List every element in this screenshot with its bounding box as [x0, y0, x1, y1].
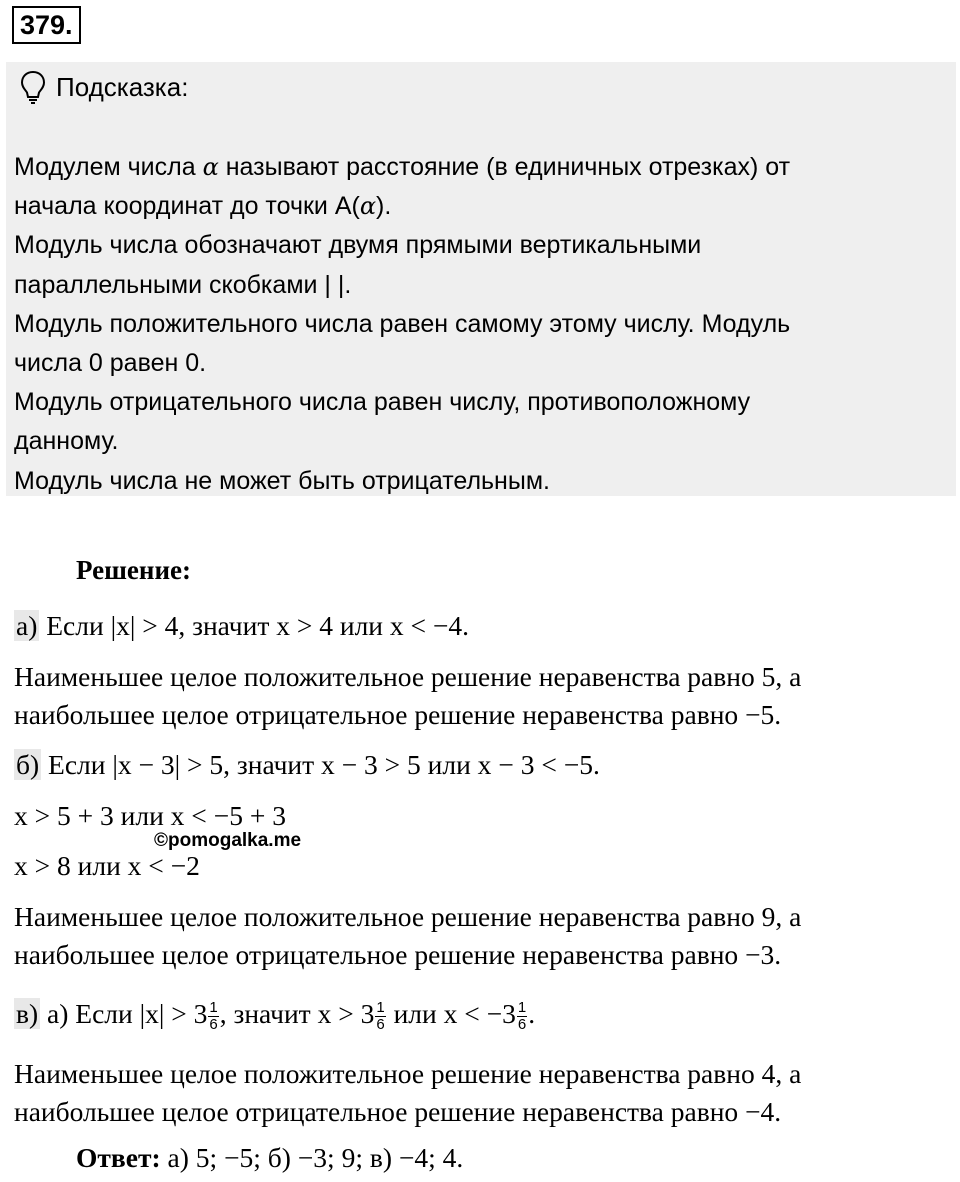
hint-line-2a: начала координат до точки A(: [14, 192, 360, 221]
answer-label: Ответ:: [76, 1142, 161, 1173]
hint-line-5: Модуль положительного числа равен самому этому числу. Модуль: [14, 309, 791, 338]
solution-b-result-1: Наименьшее целое положительное решение неравенства равно 9, а: [14, 901, 802, 932]
hint-header: [20, 70, 188, 104]
hint-line-9: Модуль числа не может быть отрицательным.: [14, 466, 550, 495]
answer-text: а) 5; −5; б) −3; 9; в) −4; 4.: [160, 1142, 464, 1173]
hint-line-4: параллельными скобками | |.: [14, 270, 352, 299]
hint-title: Подсказка:: [56, 71, 189, 102]
solution-b-step-1: x > 5 + 3 или x < −5 + 3: [14, 800, 286, 831]
solution-b-step-2: x > 8 или x < −2: [14, 850, 200, 881]
hint-line-1b: называют расстояние (в единичных отрезках) от: [218, 153, 791, 181]
lightbulb-icon: [20, 70, 46, 104]
fraction-denominator: 6: [376, 1016, 385, 1034]
part-c-mark: в): [16, 998, 39, 1029]
fraction-numerator: 1: [376, 999, 385, 1017]
part-c-text-2: , значит x > 3: [219, 998, 375, 1029]
fraction-numerator: 1: [209, 999, 218, 1017]
fraction: [517, 1000, 527, 1033]
hint-line-1a: Модулем числа: [14, 153, 203, 181]
solution-b-result-2: наибольшее целое отрицательное решение неравенства равно −3.: [14, 939, 782, 970]
solution-a-result-2: наибольшее целое отрицательное решение неравенства равно −5.: [14, 699, 782, 730]
task-number: 379.: [12, 6, 81, 44]
fraction-denominator: 6: [517, 1016, 527, 1034]
hint-line-2b: ).: [376, 192, 392, 221]
answer-line: [76, 1142, 463, 1174]
solution-c-statement: [14, 995, 535, 1033]
solution-c-result-2: наибольшее целое отрицательное решение неравенства равно −4.: [14, 1096, 782, 1127]
part-a-mark: а): [16, 610, 38, 641]
solution-b-statement: [14, 746, 600, 784]
part-b-mark: б): [16, 749, 40, 780]
fraction: [375, 1000, 385, 1033]
fraction: [208, 1000, 218, 1033]
alpha-symbol: α: [202, 153, 219, 181]
alpha-symbol: α: [359, 192, 377, 221]
part-c-text-1: а) Если |x| > 3: [40, 998, 208, 1029]
solution-a-result-1: Наименьшее целое положительное решение неравенства равно 5, а: [14, 661, 802, 692]
part-c-text-4: .: [528, 998, 536, 1029]
hint-line-6: числа 0 равен 0.: [14, 349, 207, 378]
solution-title: Решение:: [76, 555, 191, 585]
solution-a-statement: [14, 607, 469, 645]
part-c-text-3: или x < −3: [386, 998, 516, 1029]
hint-line-3: Модуль числа обозначают двумя прямыми вертикальными: [14, 231, 702, 260]
fraction-denominator: 6: [209, 1016, 218, 1034]
solution-c-result-1: Наименьшее целое положительное решение неравенства равно 4, а: [14, 1058, 802, 1089]
part-a-text: Если |x| > 4, значит x > 4 или x < −4.: [39, 610, 470, 641]
hint-line-8: данному.: [14, 427, 119, 456]
part-b-text: Если |x − 3| > 5, значит x − 3 > 5 или x − 3 < −5.: [41, 749, 600, 780]
hint-box: [6, 62, 956, 496]
hint-body: [14, 148, 934, 501]
fraction-numerator: 1: [517, 999, 527, 1017]
hint-line-7: Модуль отрицательного числа равен числу, противоположному: [14, 388, 751, 417]
watermark: ©pomogalka.me: [154, 830, 302, 851]
